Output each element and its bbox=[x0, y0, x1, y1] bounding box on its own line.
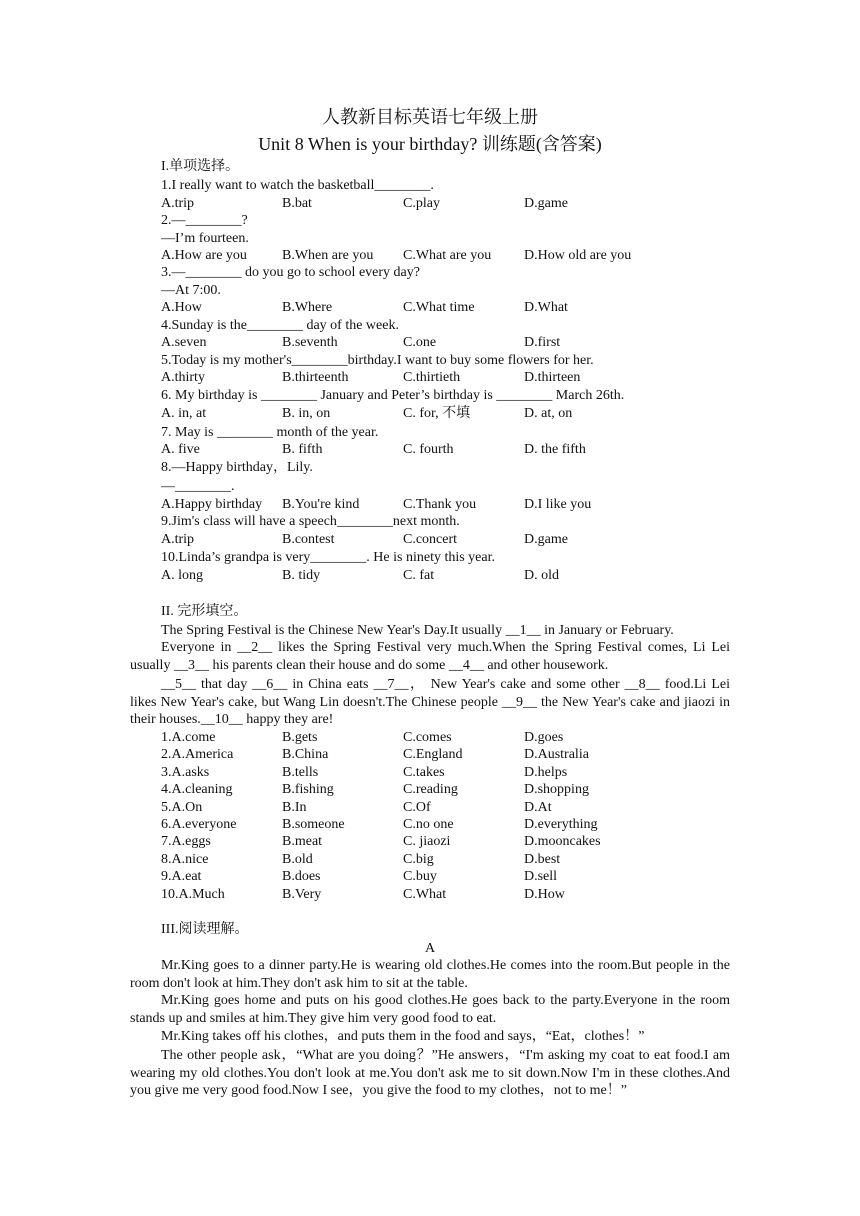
option-b: B.China bbox=[282, 747, 329, 762]
option-a: 10.A.Much bbox=[161, 887, 225, 902]
option-c: C.no one bbox=[403, 817, 454, 832]
option-c: C.play bbox=[403, 196, 440, 211]
option-c: C. fat bbox=[403, 568, 435, 583]
option-c: C.Thank you bbox=[403, 497, 477, 512]
question-9-options bbox=[161, 531, 761, 548]
option-b: B.In bbox=[282, 800, 307, 815]
option-c: C.takes bbox=[403, 765, 445, 780]
option-b: B.meat bbox=[282, 834, 323, 849]
option-c: C.thirtieth bbox=[403, 370, 461, 385]
question-1-stem: 1.I really want to watch the basketball________. bbox=[161, 178, 434, 193]
question-8-options bbox=[161, 496, 761, 513]
option-b: B. tidy bbox=[282, 568, 321, 583]
section-3-heading: III.阅读理解。 bbox=[161, 922, 249, 937]
option-a: 3.A.asks bbox=[161, 765, 210, 780]
option-c: C. fourth bbox=[403, 442, 454, 457]
option-d: D.At bbox=[524, 800, 552, 815]
option-d: D. the fifth bbox=[524, 442, 586, 457]
question-6-stem: 6. My birthday is ________ January and Peter’s birthday is ________ March 26th. bbox=[161, 388, 625, 403]
option-c: C.one bbox=[403, 335, 437, 350]
option-d: D.goes bbox=[524, 730, 564, 745]
reading-paragraph-2: Mr.King goes home and puts on his good clothes.He goes back to the party.Everyone in the room stands up and smiles at him.They give him very good food to eat. bbox=[130, 993, 730, 1026]
cloze-paragraph-1: The Spring Festival is the Chinese New Year's Day.It usually __1__ in January or February. bbox=[161, 623, 674, 638]
option-c: C.big bbox=[403, 852, 434, 867]
question-3-options bbox=[161, 299, 761, 316]
option-b: B.contest bbox=[282, 532, 335, 547]
option-d: D.game bbox=[524, 196, 568, 211]
option-c: C.buy bbox=[403, 869, 437, 884]
option-d: D.game bbox=[524, 532, 568, 547]
option-b: B.bat bbox=[282, 196, 312, 211]
question-10-stem: 10.Linda’s grandpa is very________. He is ninety this year. bbox=[161, 550, 495, 565]
option-d: D.thirteen bbox=[524, 370, 581, 385]
option-a: A.How bbox=[161, 300, 202, 315]
option-a: A.trip bbox=[161, 532, 195, 547]
option-d: D.Australia bbox=[524, 747, 589, 762]
option-b: B.someone bbox=[282, 817, 345, 832]
question-7-options bbox=[161, 441, 761, 458]
option-d: D.best bbox=[524, 852, 561, 867]
reading-paragraph-1: Mr.King goes to a dinner party.He is wearing old clothes.He comes into the room.But people in the room don't look at him.They don't ask him to sit at the table. bbox=[130, 958, 730, 991]
question-3-reply: —At 7:00. bbox=[161, 283, 221, 298]
passage-label: A bbox=[424, 941, 436, 956]
document-title: 人教新目标英语七年级上册 bbox=[322, 107, 538, 127]
option-a: A. in, at bbox=[161, 406, 207, 421]
option-d: D.How bbox=[524, 887, 565, 902]
question-2-options bbox=[161, 247, 761, 264]
option-d: D.helps bbox=[524, 765, 568, 780]
option-c: C. jiaozi bbox=[403, 834, 451, 849]
option-b: B.tells bbox=[282, 765, 319, 780]
option-c: C.comes bbox=[403, 730, 452, 745]
question-4-options bbox=[161, 334, 761, 351]
option-b: B.Where bbox=[282, 300, 333, 315]
option-a: 6.A.everyone bbox=[161, 817, 237, 832]
section-1-heading: I.单项选择。 bbox=[161, 159, 240, 174]
question-5-stem: 5.Today is my mother's________birthday.I want to buy some flowers for her. bbox=[161, 353, 594, 368]
document-subtitle: Unit 8 When is your birthday? 训练题(含答案) bbox=[258, 134, 602, 154]
question-9-stem: 9.Jim's class will have a speech________next month. bbox=[161, 514, 460, 529]
option-a: 5.A.On bbox=[161, 800, 203, 815]
question-2-stem: 2.—________? bbox=[161, 213, 248, 228]
option-a: 8.A.nice bbox=[161, 852, 209, 867]
option-d: D.first bbox=[524, 335, 561, 350]
option-d: D.I like you bbox=[524, 497, 592, 512]
option-b: B. fifth bbox=[282, 442, 323, 457]
option-a: A.How are you bbox=[161, 248, 247, 263]
option-b: B.gets bbox=[282, 730, 318, 745]
cloze-options-5 bbox=[161, 799, 761, 816]
cloze-options-1 bbox=[161, 729, 761, 746]
option-d: D. at, on bbox=[524, 406, 573, 421]
option-b: B.You're kind bbox=[282, 497, 360, 512]
option-d: D. old bbox=[524, 568, 559, 583]
option-a: 7.A.eggs bbox=[161, 834, 211, 849]
option-c: C.What are you bbox=[403, 248, 492, 263]
option-b: B.does bbox=[282, 869, 321, 884]
option-a: 4.A.cleaning bbox=[161, 782, 233, 797]
option-a: A.trip bbox=[161, 196, 195, 211]
question-4-stem: 4.Sunday is the________ day of the week. bbox=[161, 318, 399, 333]
option-d: D.How old are you bbox=[524, 248, 632, 263]
question-7-stem: 7. May is ________ month of the year. bbox=[161, 425, 379, 440]
reading-paragraph-4: The other people ask，“What are you doing？”He answers，“I'm asking my coat to eat food.I am wearing my old clothes.You don't look at me.You don't ask me to sit down.Now I'm in these clothes.And you give me very good food.Now I see，you give the food to my clothes，not to me！” bbox=[130, 1048, 730, 1098]
option-d: D.sell bbox=[524, 869, 558, 884]
option-c: C.What time bbox=[403, 300, 475, 315]
question-10-options bbox=[161, 567, 761, 584]
option-d: D.mooncakes bbox=[524, 834, 601, 849]
option-d: D.everything bbox=[524, 817, 598, 832]
option-b: B. in, on bbox=[282, 406, 331, 421]
cloze-options-4 bbox=[161, 781, 761, 798]
option-b: B.old bbox=[282, 852, 313, 867]
cloze-options-10 bbox=[161, 886, 761, 903]
question-8-reply: —________. bbox=[161, 479, 235, 494]
cloze-options-8 bbox=[161, 851, 761, 868]
option-c: C.Of bbox=[403, 800, 431, 815]
question-8-stem: 8.—Happy birthday，Lily. bbox=[161, 460, 313, 475]
option-c: C.reading bbox=[403, 782, 458, 797]
question-2-reply: —I’m fourteen. bbox=[161, 231, 249, 246]
option-b: B.seventh bbox=[282, 335, 338, 350]
option-b: B.fishing bbox=[282, 782, 334, 797]
option-a: A.seven bbox=[161, 335, 207, 350]
reading-paragraph-3: Mr.King takes off his clothes，and puts them in the food and says，“Eat，clothes！” bbox=[161, 1029, 645, 1044]
option-a: A.Happy birthday bbox=[161, 497, 263, 512]
cloze-options-9 bbox=[161, 868, 761, 885]
option-c: C.England bbox=[403, 747, 463, 762]
option-c: C.concert bbox=[403, 532, 458, 547]
cloze-options-3 bbox=[161, 764, 761, 781]
option-c: C.What bbox=[403, 887, 447, 902]
option-d: D.shopping bbox=[524, 782, 589, 797]
option-a: 1.A.come bbox=[161, 730, 216, 745]
cloze-paragraph-3: __5__ that day __6__ in China eats __7__， New Year's cake and some other __8__ food.Li Lei likes New Year's cake, but Wang Lin doesn't.The Chinese people __9__ the New Year's cake and jiaozi in their houses.__10__ happy they are! bbox=[130, 677, 730, 727]
option-a: A. long bbox=[161, 568, 203, 583]
cloze-paragraph-2: Everyone in __2__ likes the Spring Festival very much.When the Spring Festival comes, Li Lei usually __3__ his parents clean their house and do some __4__ and other housework. bbox=[130, 640, 730, 673]
cloze-options-2 bbox=[161, 746, 761, 763]
cloze-options-6 bbox=[161, 816, 761, 833]
section-2-heading: II. 完形填空。 bbox=[161, 604, 248, 619]
question-6-options bbox=[161, 405, 761, 422]
option-b: B.Very bbox=[282, 887, 322, 902]
question-3-stem: 3.—________ do you go to school every day? bbox=[161, 265, 420, 280]
option-a: A. five bbox=[161, 442, 200, 457]
option-a: 2.A.America bbox=[161, 747, 234, 762]
option-a: 9.A.eat bbox=[161, 869, 202, 884]
option-a: A.thirty bbox=[161, 370, 205, 385]
question-1-options bbox=[161, 195, 761, 212]
option-d: D.What bbox=[524, 300, 568, 315]
option-b: B.thirteenth bbox=[282, 370, 349, 385]
cloze-options-7 bbox=[161, 833, 761, 850]
option-b: B.When are you bbox=[282, 248, 374, 263]
option-c: C. for, 不填 bbox=[403, 406, 471, 421]
question-5-options bbox=[161, 369, 761, 386]
